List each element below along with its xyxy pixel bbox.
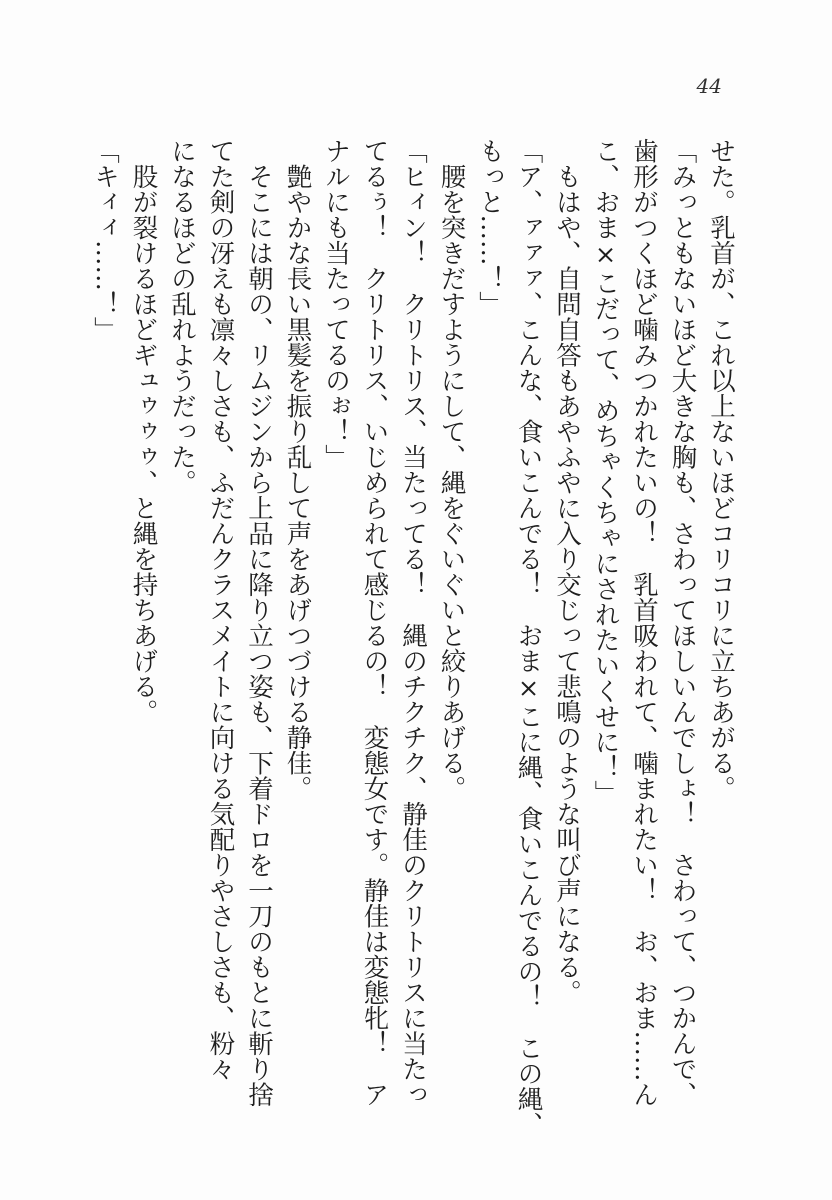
text-line: そこには朝の、リムジンから上品に降り立つ姿も、下着ドロを一刀のもとに斬り捨	[244, 138, 274, 1107]
text-line: ナルにも当たってるのぉ！」	[321, 138, 351, 470]
text-line: 「ア、ァァァ、こんな、食いこんでる！ おま×こに縄、食いこんでるの！ この縄、	[513, 138, 544, 1137]
text-line: もはや、自問自答もあやふやに入り交じって悲鳴のような叫び声になる。	[552, 138, 582, 1005]
text-line: せた。乳首が、これ以上ないほどコリコリに立ちあがる。	[706, 138, 736, 801]
text-line: こ、おま×こだって、めちゃくちゃにされたいくせに！」	[590, 138, 621, 806]
text-line: になるほどの乱れようだった。	[167, 138, 197, 495]
text-line: 股が裂けるほどギュゥゥゥ、と縄を持ちあげる。	[128, 138, 159, 725]
page-number: 44	[696, 74, 722, 98]
text-line: 艶やかな長い黒髪を振り乱して声をあげつづける静佳。	[282, 138, 313, 801]
text-line: 「キィィ……！」	[90, 138, 120, 342]
text-line: もっと……！」	[475, 138, 505, 317]
text-line: 「みっともないほど大きな胸も、さわってほしいんでしょ！ さわって、つかんで、	[667, 138, 698, 1107]
text-line: 腰を突きだすようにして、縄をぐいぐいと絞りあげる。	[436, 138, 467, 801]
text-line: 「ヒィン！ クリトリス、当たってる！ 縄のチクチク、静佳のクリトリスに当たっ	[398, 138, 428, 1107]
text-line: てるぅ！ クリトリス、いじめられて感じるの！ 変態女です。静佳は変態牝！ ア	[359, 138, 390, 1107]
vertical-body-text	[86, 138, 741, 1138]
text-line: てた剣の冴えも凛々しさも、ふだんクラスメイトに向ける気配りやさしさも、粉々	[205, 138, 236, 1082]
text-line: 歯形がつくほど噛みつかれたいの！ 乳首吸われて、噛まれたい！ お、おま……ん	[629, 138, 659, 1107]
